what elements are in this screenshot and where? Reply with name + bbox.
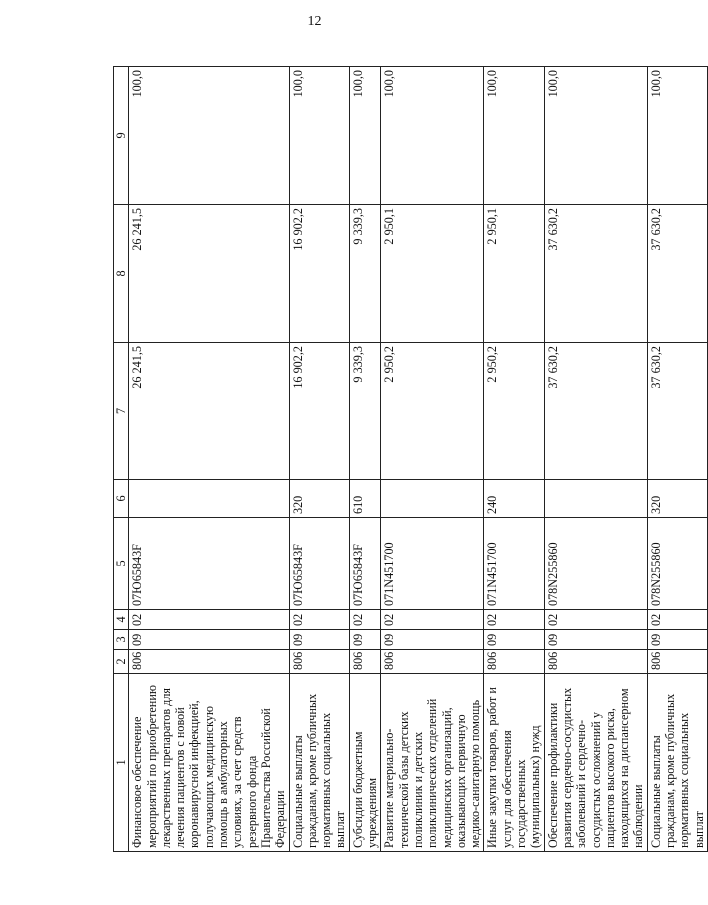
sum2-cell: 2 950,1 (484, 205, 544, 343)
pct-cell: 100,0 (544, 67, 647, 205)
table-header-row (114, 67, 129, 852)
rz-cell: 09 (289, 630, 349, 650)
header-cell: 1 (114, 674, 129, 852)
name-cell: Финансовое обеспечение мероприятий по приобретению лекарственных препаратов для лечения пациентов с новой коронавирусной инфекцией, получающих медицинскую помощь в амбулаторных условиях, за счет средств резервного фонда Правительства Российской Федерации (129, 674, 289, 852)
sum2-cell: 37 630,2 (647, 205, 707, 343)
name-cell: Иные закупки товаров, работ и услуг для обеспечения государственных (муниципальных) нужд (484, 674, 544, 852)
rz-cell: 09 (484, 630, 544, 650)
ved-cell: 806 (381, 650, 484, 674)
header-cell: 7 (114, 343, 129, 480)
vr-cell (544, 480, 647, 518)
name-cell: Развитие материально-технической базы детских поликлиник и детских поликлинических отделений медицинских организаций, оказывающих первичную медико-санитарную помощь (381, 674, 484, 852)
pr-cell: 02 (381, 610, 484, 630)
sum1-cell: 9 339,3 (349, 343, 381, 480)
table-row (349, 67, 381, 852)
pct-cell: 100,0 (289, 67, 349, 205)
name-cell: Обеспечение профилактики развития сердечно-сосудистых заболеваний и сердечно-сосудистых осложнений у пациентов высокого риска, находящихся на диспансерном наблюдении (544, 674, 647, 852)
sum2-cell: 16 902,2 (289, 205, 349, 343)
vr-cell: 320 (647, 480, 707, 518)
csr-cell: 071N451700 (381, 518, 484, 610)
pct-cell: 100,0 (647, 67, 707, 205)
rz-cell: 09 (544, 630, 647, 650)
vr-cell: 320 (289, 480, 349, 518)
pr-cell: 02 (647, 610, 707, 630)
pct-cell: 100,0 (349, 67, 381, 205)
table-wrapper (113, 67, 706, 852)
header-cell: 6 (114, 480, 129, 518)
name-cell: Социальные выплаты гражданам, кроме публичных нормативных социальных выплат (289, 674, 349, 852)
table-row (544, 67, 647, 852)
csr-cell: 07Ю65843F (129, 518, 289, 610)
table-row (647, 67, 707, 852)
rz-cell: 09 (129, 630, 289, 650)
pr-cell: 02 (544, 610, 647, 630)
table-row (381, 67, 484, 852)
sum2-cell: 26 241,5 (129, 205, 289, 343)
sum1-cell: 37 630,2 (544, 343, 647, 480)
sum1-cell: 26 241,5 (129, 343, 289, 480)
csr-cell: 07Ю65843F (289, 518, 349, 610)
header-cell: 5 (114, 518, 129, 610)
rz-cell: 09 (647, 630, 707, 650)
name-cell: Субсидии бюджетным учреждениям (349, 674, 381, 852)
sum2-cell: 37 630,2 (544, 205, 647, 343)
ved-cell: 806 (289, 650, 349, 674)
csr-cell: 071N451700 (484, 518, 544, 610)
table-row (129, 67, 289, 852)
sum2-cell: 2 950,1 (381, 205, 484, 343)
header-cell: 3 (114, 630, 129, 650)
pr-cell: 02 (349, 610, 381, 630)
ved-cell: 806 (647, 650, 707, 674)
header-cell: 9 (114, 67, 129, 205)
name-cell: Социальные выплаты гражданам, кроме публичных нормативных социальных выплат (647, 674, 707, 852)
sum1-cell: 16 902,2 (289, 343, 349, 480)
vr-cell: 240 (484, 480, 544, 518)
vr-cell (381, 480, 484, 518)
table-row (484, 67, 544, 852)
header-cell: 2 (114, 650, 129, 674)
table-row (289, 67, 349, 852)
ved-cell: 806 (129, 650, 289, 674)
rz-cell: 09 (349, 630, 381, 650)
budget-table (113, 66, 708, 852)
pct-cell: 100,0 (381, 67, 484, 205)
pct-cell: 100,0 (129, 67, 289, 205)
csr-cell: 07Ю65843F (349, 518, 381, 610)
sum1-cell: 2 950,2 (484, 343, 544, 480)
sum2-cell: 9 339,3 (349, 205, 381, 343)
rz-cell: 09 (381, 630, 484, 650)
ved-cell: 806 (484, 650, 544, 674)
rotated-table-container (113, 67, 706, 852)
header-cell: 4 (114, 610, 129, 630)
page-number: 12 (307, 14, 322, 29)
pr-cell: 02 (484, 610, 544, 630)
pr-cell: 02 (289, 610, 349, 630)
pct-cell: 100,0 (484, 67, 544, 205)
vr-cell (129, 480, 289, 518)
ved-cell: 806 (349, 650, 381, 674)
pr-cell: 02 (129, 610, 289, 630)
csr-cell: 078N255860 (647, 518, 707, 610)
ved-cell: 806 (544, 650, 647, 674)
header-cell: 8 (114, 205, 129, 343)
csr-cell: 078N255860 (544, 518, 647, 610)
sum1-cell: 2 950,2 (381, 343, 484, 480)
vr-cell: 610 (349, 480, 381, 518)
sum1-cell: 37 630,2 (647, 343, 707, 480)
